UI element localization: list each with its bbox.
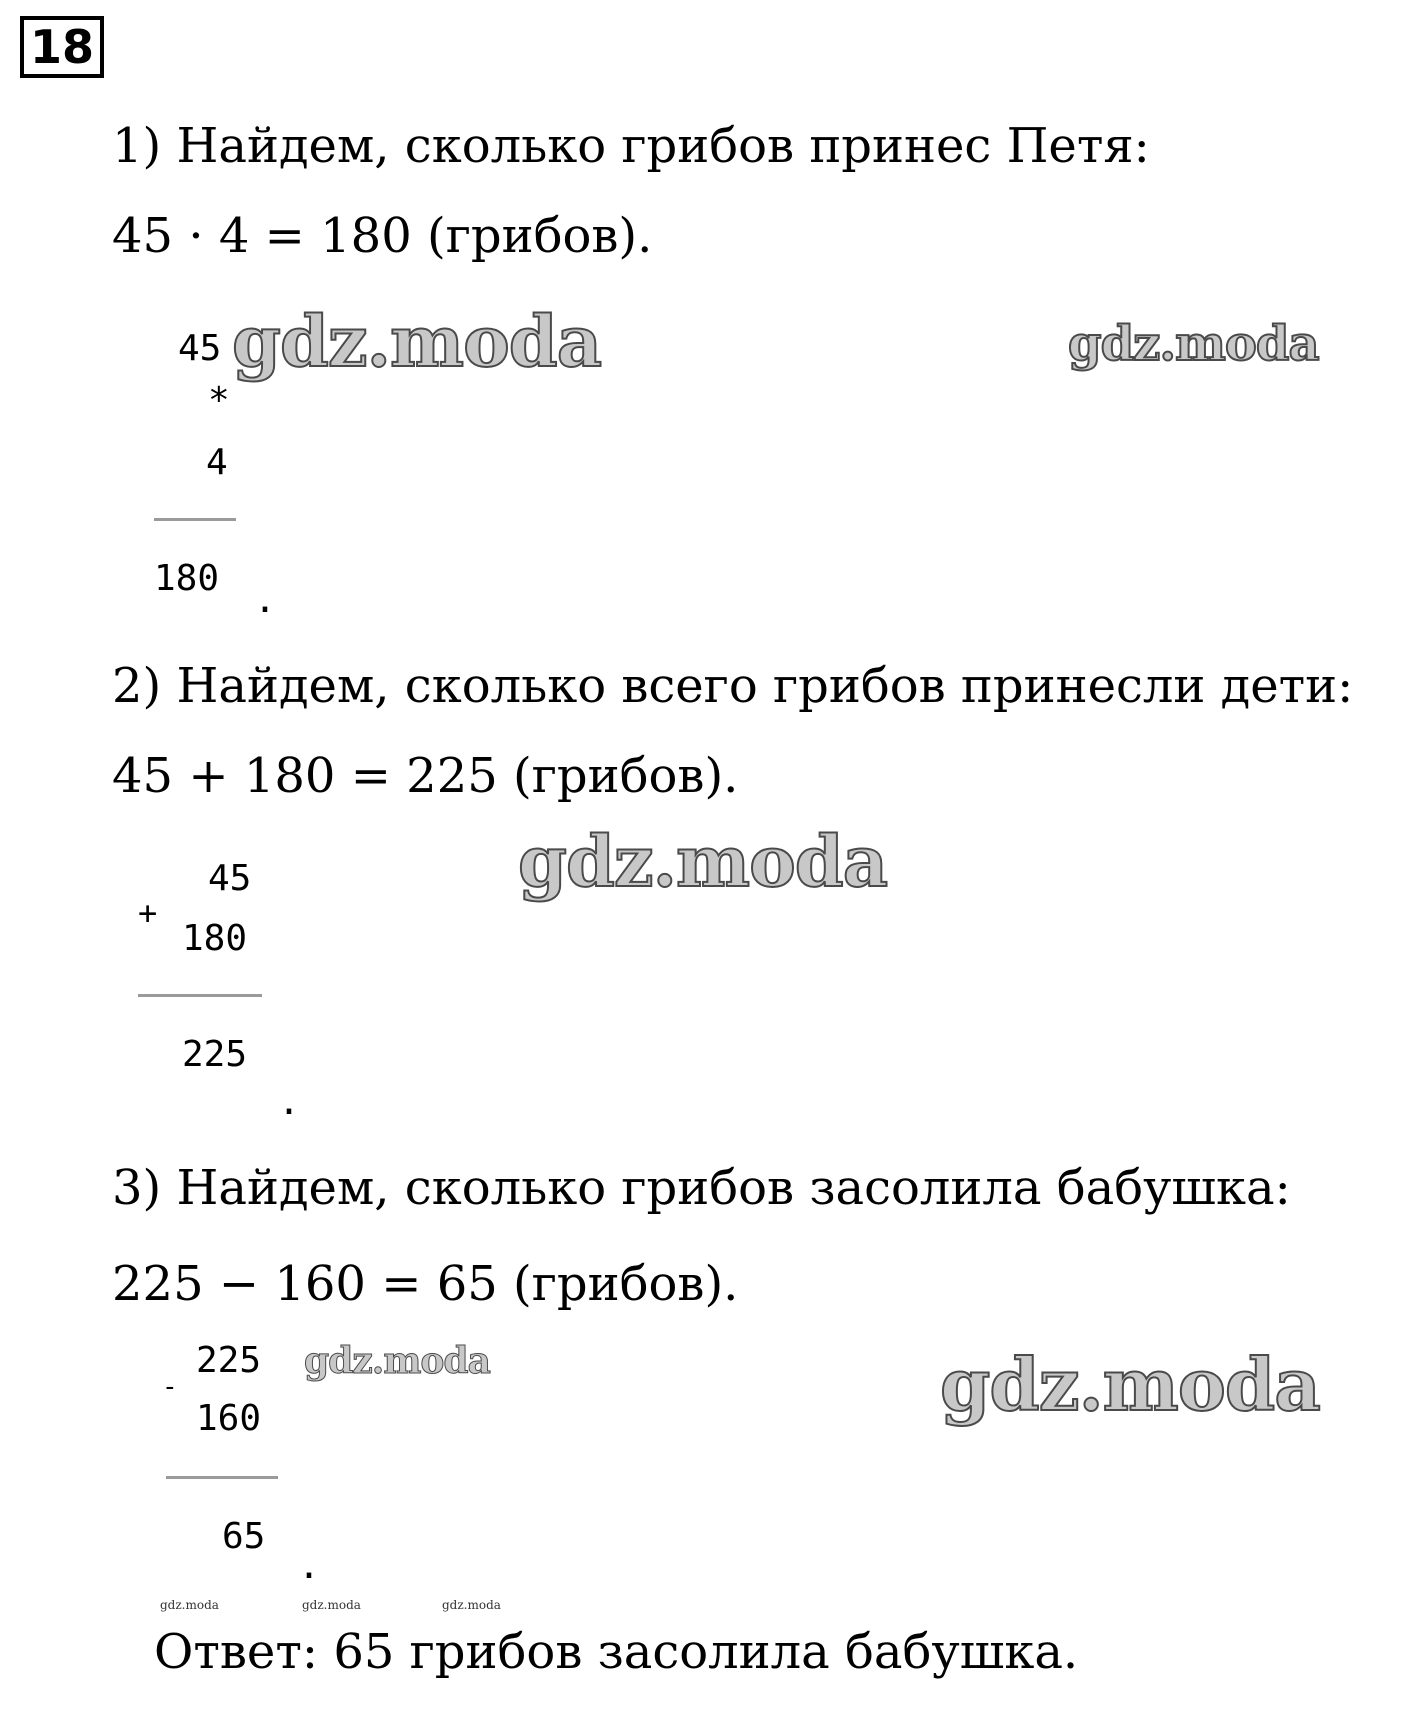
step-1-column-bottom: 4 bbox=[206, 442, 228, 483]
step-1-equation: 45 · 4 = 180 (грибов). bbox=[112, 208, 653, 264]
step-2-column-operator: + bbox=[138, 894, 158, 932]
step-1-column-result: 180 bbox=[154, 558, 220, 599]
watermark: gdz.moda bbox=[302, 1598, 361, 1612]
watermark: gdz.moda bbox=[304, 1340, 490, 1382]
step-2-column-end: . bbox=[282, 1074, 296, 1125]
step-3-column-result: 65 bbox=[222, 1516, 266, 1557]
step-1-column-top: 45 bbox=[178, 328, 222, 369]
step-3-column-bottom: 160 bbox=[196, 1398, 262, 1439]
step-3-heading: 3) Найдем, сколько грибов засолила бабушка: bbox=[112, 1160, 1291, 1216]
step-3-column-rule bbox=[166, 1476, 278, 1479]
step-3-column-operator: - bbox=[162, 1372, 178, 1402]
watermark: gdz.moda bbox=[1068, 316, 1319, 372]
step-2-column-result: 225 bbox=[182, 1034, 248, 1075]
answer-text: Ответ: 65 грибов засолила бабушка. bbox=[154, 1624, 1079, 1680]
step-1-heading: 1) Найдем, сколько грибов принес Петя: bbox=[112, 118, 1150, 174]
watermark: gdz.moda bbox=[940, 1342, 1320, 1427]
step-2-heading: 2) Найдем, сколько всего грибов принесли дети: bbox=[112, 658, 1354, 714]
task-number-badge: 18 bbox=[20, 16, 104, 78]
step-2-column-top: 45 bbox=[208, 858, 252, 899]
step-2-column-rule bbox=[138, 994, 262, 997]
step-3-equation: 225 − 160 = 65 (грибов). bbox=[112, 1256, 739, 1312]
step-1-column-operator: * bbox=[208, 380, 230, 421]
step-3-column-end: . bbox=[302, 1538, 316, 1589]
step-2-column-bottom: 180 bbox=[182, 918, 248, 959]
watermark: gdz.moda bbox=[518, 820, 888, 903]
watermark: gdz.moda bbox=[232, 300, 602, 383]
step-2-equation: 45 + 180 = 225 (грибов). bbox=[112, 748, 739, 804]
watermark: gdz.moda bbox=[442, 1598, 501, 1612]
watermark: gdz.moda bbox=[160, 1598, 219, 1612]
step-3-column-top: 225 bbox=[196, 1340, 262, 1381]
step-1-column-end: . bbox=[258, 572, 272, 623]
step-1-column-rule bbox=[154, 518, 236, 521]
